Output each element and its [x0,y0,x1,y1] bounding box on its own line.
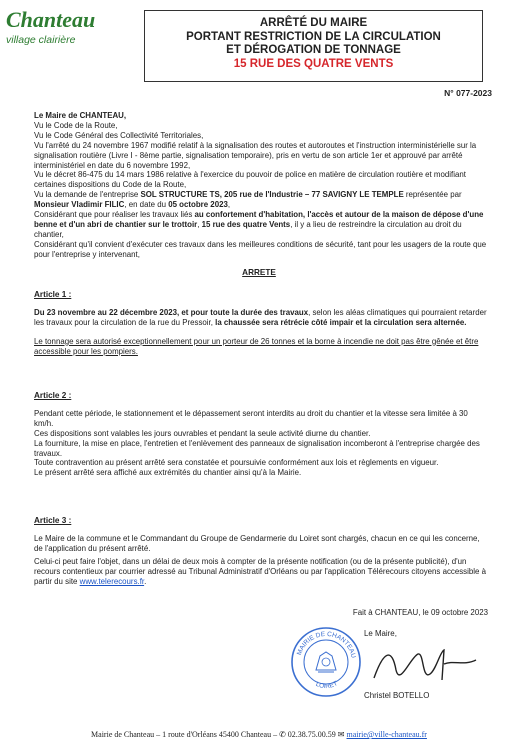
logo-tagline: village clairière [6,34,76,46]
article-2 [34,391,488,478]
title-line-4: 15 RUE DES QUATRE VENTS [233,57,394,70]
chanteau-logo [6,8,102,58]
article-2-heading: Article 2 : [34,391,72,400]
article-1-heading: Article 1 : [34,290,72,299]
footer [0,730,518,739]
preamble-vu-1: Vu le Code de la Route, [34,120,118,130]
article-2-text-3: La fourniture, la mise en place, l'entretien et l'enlèvement des panneaux de signalisation incomberont à l'entreprise chargée des travaux. [34,438,480,458]
article-3-heading: Article 3 : [34,516,72,525]
title-box [144,10,483,82]
signature-place-date: Fait à CHANTEAU, le 09 octobre 2023 [352,608,488,617]
preamble-vu-5: Vu la demande de l'entreprise SOL STRUCTURE TS, 205 rue de l'Industrie – 77 SAVIGNY LE TEMPLE représentée par Monsieur Vladimir FILIC, en date du 05 octobre 2023, [34,190,462,210]
article-3 [34,516,488,586]
article-1 [34,290,488,357]
title-line-1: ARRÊTÉ DU MAIRE [259,17,368,29]
footer-address: Mairie de Chanteau – 1 route d'Orléans 45400 Chanteau – ✆ 02.38.75.00.59 ✉ [91,730,347,739]
article-2-text-5: Le présent arrêté sera affiché aux extrémités du chantier ainsi qu'à la Mairie. [34,468,302,478]
preamble [34,111,488,260]
preamble-vu-2: Vu le Code Général des Collectivité Territoriales, [34,130,204,140]
signature-role: Le Maire, [364,629,397,638]
signatory-name: Christel BOTELLO [364,691,430,700]
preamble-vu-4: Vu le décret 86-475 du 14 mars 1986 relative à l'exercice du pouvoir de police en matière de circulation routière et modifiant certaines dispositions du Code de la Route, [34,170,466,190]
article-2-text-1: Pendant cette période, le stationnement et le dépassement seront interdits au droit du chantier et la vitesse sera limitée à 30 km/h. [34,408,468,428]
preamble-mayor: Le Maire de CHANTEAU, [34,111,127,120]
logo-wordmark: Chanteau [6,7,96,32]
reference-number: N° 077-2023 [444,88,492,98]
arrete-heading: ARRETE [242,268,276,277]
official-stamp [290,626,362,698]
handwritten-signature [370,640,480,688]
title-line-2: PORTANT RESTRICTION DE LA CIRCULATION [186,30,441,43]
telerecours-link[interactable]: www.telerecours.fr [79,576,145,586]
article-2-text-4: Toute contravention au présent arrêté sera constatée et poursuivie conformément aux lois et règlements en vigueur. [34,458,439,468]
article-1-tonnage: Le tonnage sera autorisé exceptionnellement pour un porteur de 26 tonnes et la borne à incendie ne doit pas être gênée et être accessible pour les pompiers. [34,336,479,356]
article-2-text-2: Ces dispositions sont valables les jours ouvrables et pendant la seule activité diurne du chantier. [34,428,371,438]
article-3-text-2: Celui-ci peut faire l'objet, dans un délai de deux mois à compter de la présente notification (ou de la présente publicité), d'un recours contentieux par courrier adressé au Tribunal Administratif d'Orléans ou par l'application Télérecours citoyens accessible à partir du site www.telerecours.fr. [34,556,486,586]
preamble-considerant-2: Considérant qu'il convient d'exécuter ces travaux dans les meilleures conditions de sécurité, tant pour les usagers de la route que pour l'entreprise y intervenant, [34,239,487,259]
preamble-considerant-1: Considérant que pour réaliser les travaux liés au confortement d'habitation, l'accès et autour de la maison de dépose d'une benne et d'un abri de chantier sur le trottoir, 15 rue des quatre Vents, il y a lieu de restreindre la circulation au droit du chantier, [34,210,484,239]
footer-email-link[interactable]: mairie@ville-chanteau.fr [346,730,427,739]
svg-text:LOIRET: LOIRET [314,680,339,691]
article-1-text: Du 23 novembre au 22 décembre 2023, et pour toute la durée des travaux, selon les aléas climatiques qui pourraient retarder les travaux pour la circulation de la rue du Pressoir, la chaussée sera rétrécie côté impair et la circulation sera alternée. [34,307,487,327]
article-3-text-1: Le Maire de la commune et le Commandant du Groupe de Gendarmerie du Loiret sont chargés, chacun en ce qui les concerne, de l'application du présent arrêté. [34,533,480,553]
svg-text:MAIRIE DE CHANTEAU: MAIRIE DE CHANTEAU [295,630,357,659]
preamble-vu-3: Vu l'arrêté du 24 novembre 1967 modifié relatif à la signalisation des routes et autoroutes et l'instruction interministérielle sur la signalisation routière (Livre I - 8ème partie, signalisation temporaire), pris en vertu de son article 1er et approuvé par arrêté interministériel en date du 6 novembre 1992, [34,140,477,170]
title-line-3: ET DÉROGATION DE TONNAGE [226,44,401,56]
